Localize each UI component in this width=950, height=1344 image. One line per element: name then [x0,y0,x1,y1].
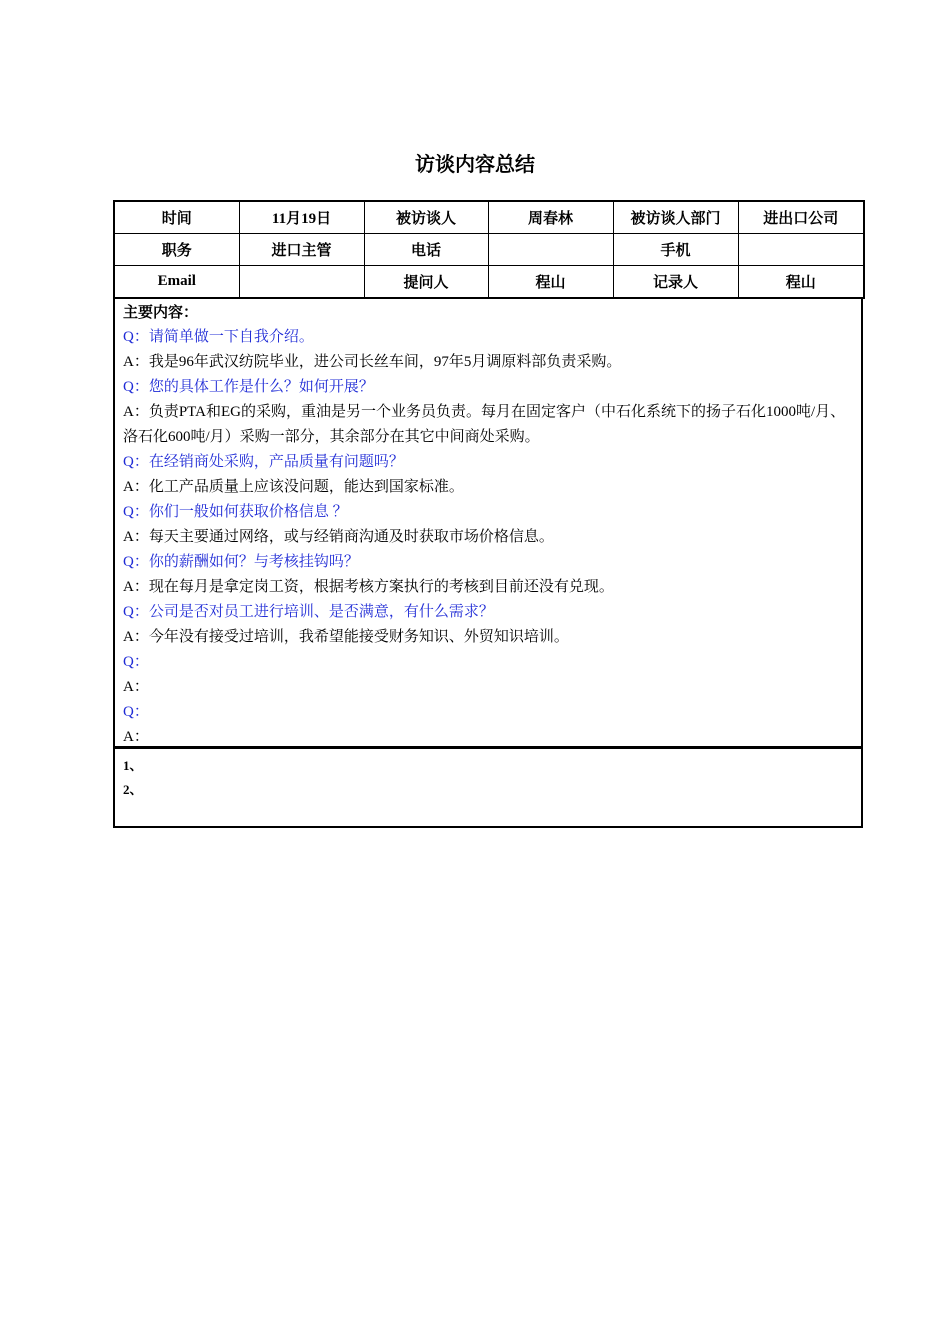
label-mobile: 手机 [613,234,738,266]
question-line: Q：请简单做一下自我介绍。 [123,329,314,345]
label-interviewee: 被访谈人 [364,201,488,234]
question-line: Q： [123,704,149,720]
main-content-body [115,298,861,750]
answer-line: A： [123,729,149,745]
summary-section [113,747,863,828]
summary-list [115,749,861,807]
value-position: 进口主管 [239,234,364,266]
label-position: 职务 [114,234,239,266]
label-time: 时间 [114,201,239,234]
value-phone [488,234,613,266]
answer-line: A：今年没有接受过培训，我希望能接受财务知识、外贸知识培训。 [123,629,569,645]
summary-item: 2、 [123,782,143,797]
answer-line: A：化工产品质量上应该没问题，能达到国家标准。 [123,479,464,495]
value-email [239,266,364,299]
answer-line: A：负责PTA和EG的采购，重油是另一个业务员负责。每月在固定客户（中石化系统下的扬子石化1000吨/月、洛石化600吨/月）采购一部分，其余部分在其它中间商处采购。 [123,404,846,445]
answer-line: A：我是96年武汉纺院毕业，进公司长丝车间，97年5月调原料部负责采购。 [123,354,622,370]
main-content-heading: 主要内容： [123,303,199,321]
value-time: 11月19日 [239,201,364,234]
question-line: Q：公司是否对员工进行培训、是否满意，有什么需求？ [123,604,494,620]
summary-item: 1、 [123,758,143,773]
answer-line: A：每天主要通过网络，或与经销商沟通及时获取市场价格信息。 [123,529,554,545]
question-line: Q： [123,654,149,670]
question-line: Q：你的薪酬如何？与考核挂钩吗？ [123,554,359,570]
value-interviewee: 周春林 [488,201,613,234]
label-phone: 电话 [364,234,488,266]
label-questioner: 提问人 [364,266,488,299]
question-line: Q：在经销商处采购，产品质量有问题吗？ [123,454,404,470]
value-interviewee-dept: 进出口公司 [738,201,864,234]
main-content-section [113,298,863,748]
value-recorder: 程山 [738,266,864,299]
question-line: Q：您的具体工作是什么？如何开展？ [123,379,374,395]
answer-line: A：现在每月是拿定岗工资，根据考核方案执行的考核到目前还没有兑现。 [123,579,614,595]
value-questioner: 程山 [488,266,613,299]
question-line: Q：你们一般如何获取价格信息 ？ [123,504,348,520]
info-row-3 [114,266,864,299]
document-title: 访谈内容总结 [415,152,535,176]
label-email: Email [114,266,239,299]
interview-info-table [113,200,865,299]
info-row-2 [114,234,864,266]
info-row-1 [114,201,864,234]
value-mobile [738,234,864,266]
answer-line: A： [123,679,149,695]
label-recorder: 记录人 [613,266,738,299]
label-interviewee-dept: 被访谈人部门 [613,201,738,234]
